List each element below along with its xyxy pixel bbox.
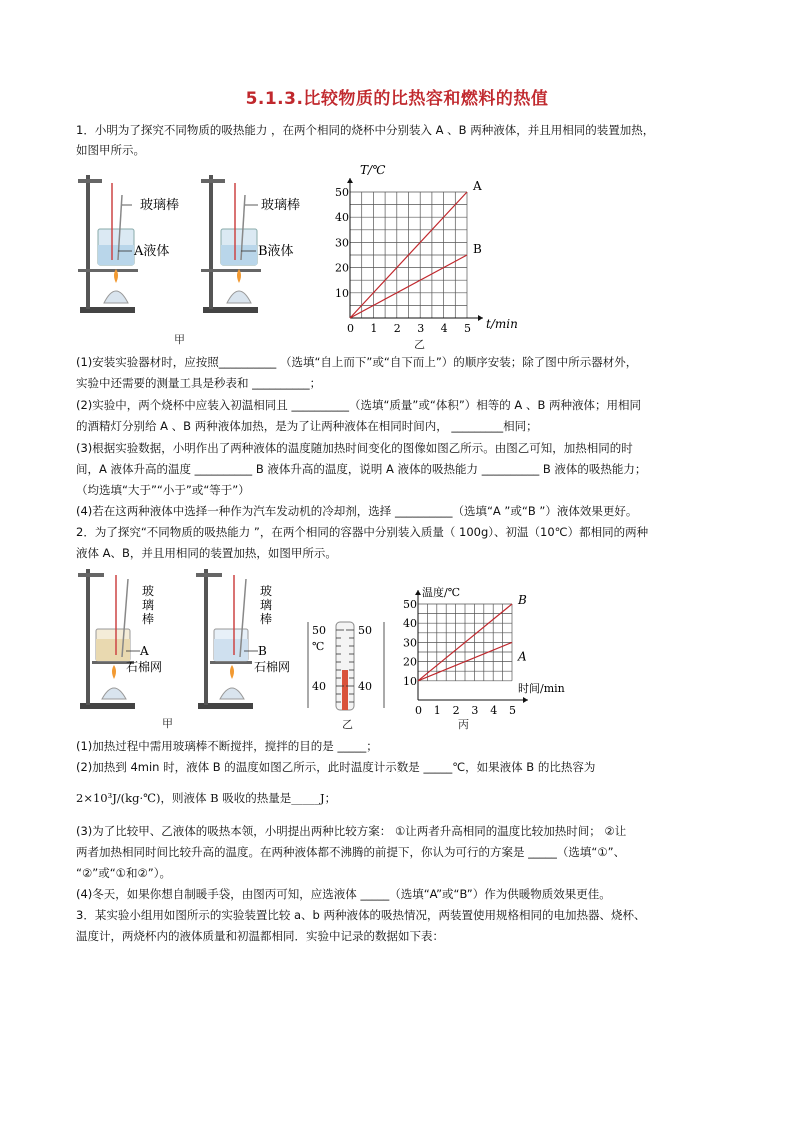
y-tick-label: 20 xyxy=(335,261,349,275)
q2-rod-a-char1: 玻 xyxy=(142,584,155,598)
therm-40-right: 40 xyxy=(358,680,372,693)
chart1-xlabel: t/min xyxy=(486,317,518,331)
q2-label-a: A xyxy=(140,644,149,658)
y-tick-label: 10 xyxy=(403,674,417,688)
q2-intro-line2: 液体 A、B，并且用相同的装置加热，如图甲所示。 xyxy=(76,546,337,560)
stand-b xyxy=(201,175,300,313)
q2-part2-line2: 2×10³J/(kg·℃)，则液体 B 吸收的热量是_____J； xyxy=(76,791,337,805)
therm-50-left: 50 xyxy=(312,624,326,637)
q1-apparatus-figure xyxy=(70,165,340,350)
q1-part3-line1: (3)根据实验数据，小明作出了两种液体的温度随加热时间变化的图像如图乙所示。由图乙可知，加热相同的时 xyxy=(76,441,633,455)
y-tick-label: 20 xyxy=(403,655,417,669)
x-tick-label: 0 xyxy=(347,322,354,335)
series-label-A: A xyxy=(473,179,482,193)
q1-rod-a-label: 玻璃棒 xyxy=(140,198,180,213)
q2-rod-b-char3: 棒 xyxy=(260,612,273,626)
q1-liquid-b-label: B液体 xyxy=(258,244,294,259)
x-axis-arrow xyxy=(478,315,483,321)
q1-caption-jia: 甲 xyxy=(174,333,185,346)
q1-intro-line1: 1．小明为了探究不同物质的吸热能力 ，在两个相同的烧杯中分别装入 A 、B 两种液体，并且用相同的装置加热， xyxy=(76,123,655,137)
x-tick-label: 1 xyxy=(370,322,378,335)
q2-apparatus-figure xyxy=(70,565,300,733)
y-tick-label: 50 xyxy=(335,186,349,199)
y-axis-arrow xyxy=(415,590,421,595)
therm-unit: ℃ xyxy=(312,640,325,653)
chart2-axes xyxy=(415,590,528,703)
therm-50-right: 50 xyxy=(358,624,372,637)
x-axis-arrow xyxy=(523,697,528,703)
chart1-ylabel: T/℃ xyxy=(360,163,386,177)
q1-part1-line2: 实验中还需要的测量工具是秒表和 __________； xyxy=(76,376,322,390)
q2-caption-jia: 甲 xyxy=(162,717,173,730)
q1-temperature-chart xyxy=(330,160,530,352)
q2-thermometer-figure xyxy=(306,618,386,733)
page-title: 5.1.3.比较物质的比热容和燃料的热值 xyxy=(245,89,549,109)
q2-net-b-label: 石棉网 xyxy=(254,660,291,674)
series-label-B: B xyxy=(473,242,482,256)
q1-rod-b-label: 玻璃棒 xyxy=(261,198,301,213)
q3-intro-line2: 温度计，两烧杯内的液体质量和初温都相同．实验中记录的数据如下表： xyxy=(76,929,444,943)
q1-part2-line1: (2)实验中，两个烧杯中应装入初温相同且 __________（选填“质量”或“体积”）相等的 A 、B 两种液体；用相同 xyxy=(76,398,641,412)
q2-caption-bing: 丙 xyxy=(458,718,469,731)
y-axis-arrow xyxy=(347,178,353,183)
q2-rod-b-char1: 玻 xyxy=(260,584,273,598)
chart2-ylabel: 温度/℃ xyxy=(422,586,461,599)
q2-label-b: B xyxy=(258,644,267,658)
x-tick-label: 4 xyxy=(490,704,498,717)
chart2-xlabel: 时间/min xyxy=(518,682,565,695)
x-tick-label: 3 xyxy=(471,704,479,717)
q2-part3-line1: (3)为了比较甲、乙液体的吸热本领，小明提出两种比较方案： ①让两者升高相同的温度比较加热时间； ②让 xyxy=(76,824,627,838)
chart1-series xyxy=(350,179,482,318)
q2-part1: (1)加热过程中需用玻璃棒不断搅拌，搅拌的目的是 _____； xyxy=(76,739,378,753)
q2-temperature-chart xyxy=(396,582,586,734)
therm-40-left: 40 xyxy=(312,680,326,693)
chart2-ticks xyxy=(403,598,516,717)
q1-part4: (4)若在这两种液体中选择一种作为汽车发动机的冷却剂，选择 __________（选填“A ”或“B ”）液体效果更好。 xyxy=(76,504,638,518)
q2-part3-line3: “②”或“①和②”）。 xyxy=(76,866,172,880)
y-tick-label: 40 xyxy=(335,211,349,225)
q2-rod-a-char2: 璃 xyxy=(142,598,155,612)
stand-a xyxy=(78,175,179,313)
q1-caption-yi: 乙 xyxy=(414,338,425,351)
series-label-A: A xyxy=(518,649,527,664)
x-tick-label: 2 xyxy=(393,322,401,335)
q2-part2-line1: (2)加热到 4min 时，液体 B 的温度如图乙所示，此时温度计示数是 _____℃，如果液体 B 的比热容为 xyxy=(76,760,596,774)
q3-intro-line1: 3．某实验小组用如图所示的实验装置比较 a、b 两种液体的吸热情况，两装置使用规格相同的电加热器、烧杯、 xyxy=(76,908,646,922)
series-label-B: B xyxy=(518,593,527,607)
chart2-series xyxy=(418,593,527,681)
q2-rod-b-char2: 璃 xyxy=(260,598,273,612)
y-tick-label: 10 xyxy=(335,286,349,300)
q2-part3-line2: 两者加热相同时间比较升高的温度。在两种液体都不沸腾的前提下，你认为可行的方案是 _____（选填“①”、 xyxy=(76,845,626,859)
y-tick-label: 50 xyxy=(403,598,417,611)
q1-part3-line3: （均选填“大于”“小于”或“等于”） xyxy=(76,483,250,497)
q2-caption-yi: 乙 xyxy=(342,718,353,731)
q2-intro-line1: 2．为了探究“不同物质的吸热能力 ”，在两个相同的容器中分别装入质量（ 100g）、初温（10℃）都相同的两种 xyxy=(76,525,649,539)
q1-part2-line2: 的酒精灯分别给 A 、B 两种液体加热，是为了让两种液体在相同时间内， _________相同； xyxy=(76,419,538,433)
x-tick-label: 1 xyxy=(433,704,441,717)
x-tick-label: 5 xyxy=(464,322,471,335)
y-tick-label: 30 xyxy=(403,636,417,650)
q2-stand-a xyxy=(78,569,162,709)
q2-rod-a-char3: 棒 xyxy=(142,612,155,626)
y-tick-label: 40 xyxy=(403,617,417,631)
q1-part1-line1: (1)安装实验器材时，应按照__________ （选填“自上而下”或“自下而上”）的顺序安装；除了图中所示器材外， xyxy=(76,355,638,369)
x-tick-label: 0 xyxy=(415,704,422,717)
q2-net-a-label: 石棉网 xyxy=(126,660,163,674)
y-tick-label: 30 xyxy=(335,236,349,250)
q1-liquid-a-label: A液体 xyxy=(134,244,170,259)
q1-part3-line2: 间，A 液体升高的温度 __________ B 液体升高的温度，说明 A 液体的吸热能力 __________ B 液体的吸热能力； xyxy=(76,462,647,476)
x-tick-label: 3 xyxy=(417,322,425,335)
q1-intro-line2: 如图甲所示。 xyxy=(76,143,145,157)
thermometer-liquid xyxy=(342,670,348,710)
x-tick-label: 4 xyxy=(440,322,448,335)
x-tick-label: 5 xyxy=(509,704,516,717)
x-tick-label: 2 xyxy=(452,704,460,717)
q2-part4: (4)冬天，如果你想自制暖手袋，由图丙可知，应选液体 _____（选填“A”或“B”）作为供暖物质效果更佳。 xyxy=(76,887,611,901)
q2-stand-b xyxy=(196,569,290,709)
